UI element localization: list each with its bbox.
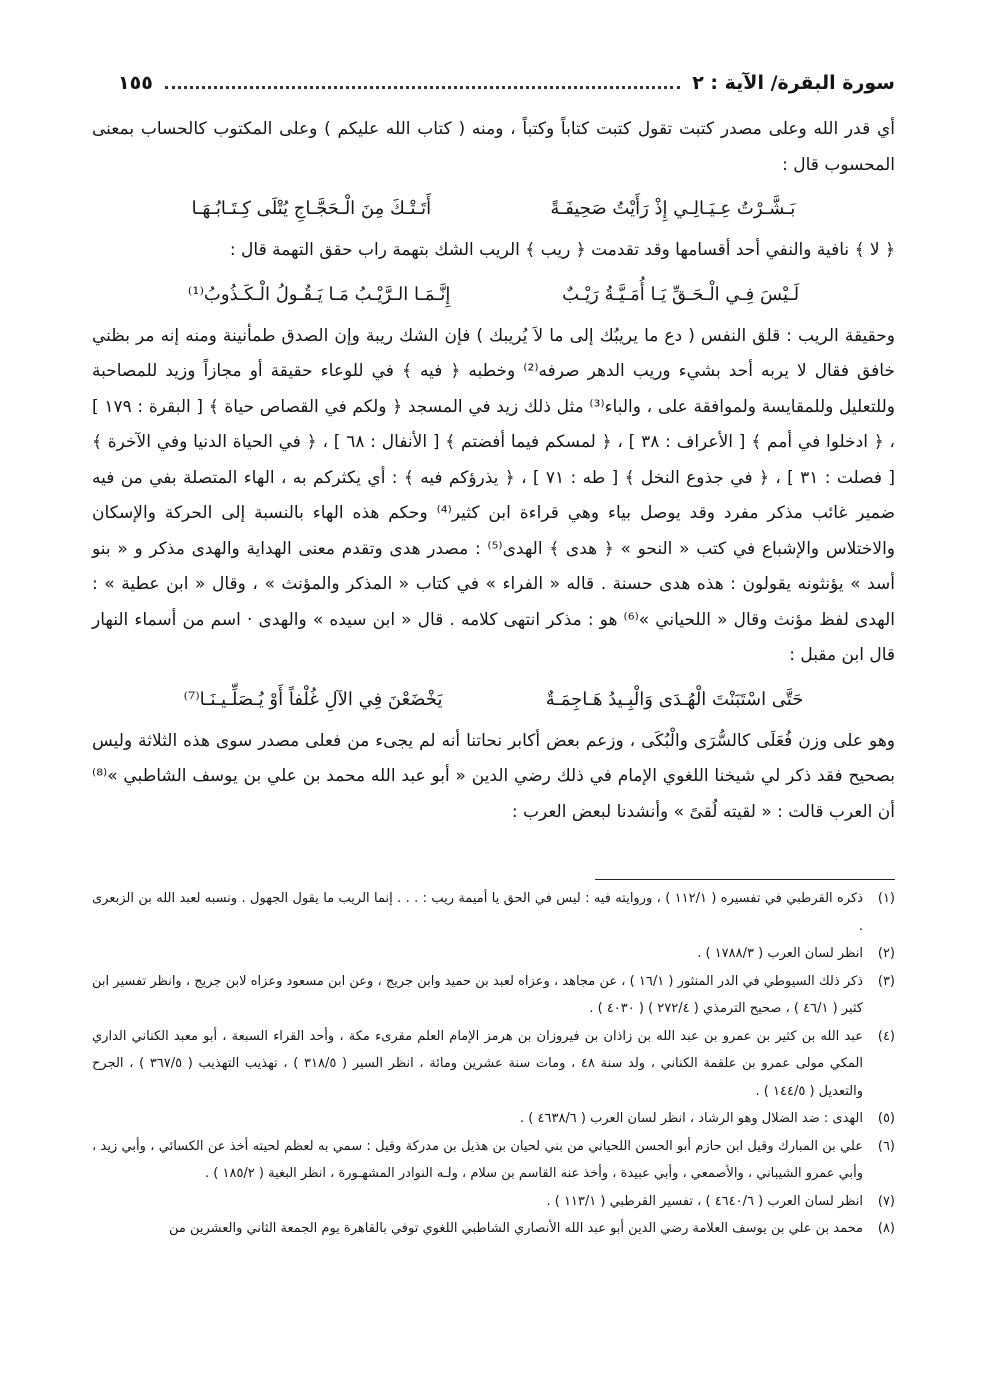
footnote-text: الهدى : ضد الضلال وهو الرشاد ، انظر لسان العرب ( ٤٦٣٨/٦ ) . — [520, 1111, 863, 1126]
verse-2-first-hemistich: لَـيْسَ فِـي الْـحَـقِّ يَـا أُمَـيَّـةُ رَيْـبٌ — [562, 283, 800, 305]
footnote-number: (٥) — [877, 1111, 895, 1126]
footnote-text: عبد الله بن كثير بن عمرو بن عبد الله بن زاذان بن فيروزان بن هرمز الإمام العلم مقرىء مكة ، وأحد القراء السبعة ، أبو معبد الكناني الداري المكي مولى عمرو بن علقمة الكناني ، ولد سنة ٤٨ ، ومات سنة عشرين ومائة ، انظر السير ( ٣١٨/٥ ) ، تهذيب التهذيب ( ٣٦٧/٥ ) ، الجرح والتعديل ( ١٤٤/٥ ) . — [92, 1028, 863, 1099]
footnote-text: علي بن المبارك وقيل ابن حازم أبو الحسن اللحياني من بني لحيان بن هذيل بن مدركة وقيل : سمي به لعظم لحيته أخذ عن الكسائي ، وأبي زيد ، وأبي عمرو الشيباني ، والأصمعي ، وأبي عبيدة ، وأخذ عنه القاسم بن سلام ، ولـه النوادر المشهـورة ، انظر البغية ( ١٨٥/٢ ) . — [92, 1138, 863, 1181]
footnote — [92, 1188, 895, 1216]
footnote-number: (١) — [877, 891, 895, 906]
footnote-number: (٤) — [877, 1028, 895, 1044]
footnote — [92, 1023, 895, 1106]
verse-2-second-hemistich: إِنَّـمَـا الـرَّيْـبُ مَـا يَـقُـولُ الْـكَـذُوبُ⁽¹⁾ — [187, 283, 451, 305]
footnote-text: محمد بن علي بن يوسف العلامة رضي الدين أبو عبد الله الأنصاري الشاطبي اللغوي توفي بالقاهرة يوم الجمعة الثاني والعشرين من — [168, 1221, 863, 1236]
footnote — [92, 1133, 895, 1188]
footnote-number: (٢) — [877, 946, 895, 961]
paragraph-3: وحقيقة الريب : قلق النفس ( دع ما يريبُك إلى ما لاَ يُريبك ) فإن الشك ريبة وإن الصدق طمأنينة ومنه إنه مر بظني خافق فقال لا يربه أحد بشيء وريب الدهر صرفه⁽²⁾ وخطبه ﴿ فيه ﴾ في للوعاء حقيقة أو مجازاً وزيد للمصاحبة وللتعليل وللمقايسة ولموافقة على ، والباء⁽³⁾ مثل ذلك زيد في المسجد ﴿ ولكم في القصاص حياة ﴾ [ البقرة : ١٧٩ ] ، ﴿ ادخلوا في أمم ﴾ [ الأعراف : ٣٨ ] ، ﴿ لمسكم فيما أفضتم ﴾ [ الأنفال : ٦٨ ] ، ﴿ في الحياة الدنيا وفي الآخرة ﴾ [ فصلت : ٣١ ] ، ﴿ في جذوع النخل ﴾ [ طه : ٧١ ] ، ﴿ يذرؤكم فيه ﴾ : أي يكثركم به ، الهاء المتصلة بفي من فيه ضمير غائب مذكر مفرد وقد يوصل بياء وهي قراءة ابن كثير⁽⁴⁾ وحكم هذه الهاء بالنسبة إلى الحركة والإسكان والاختلاس والإشباع في كتب « النحو » ﴿ هدى ﴾ الهدى⁽⁵⁾ : مصدر هدى وتقدم معنى الهداية والهدى مذكر و « بنو أسد » يؤنثونه يقولون : هذه هدى حسنة . قاله « الفراء » في كتاب « المذكر والمؤنث » ، وقال « ابن عطية » : الهدى لفظ مؤنث وقال « اللحياني »⁽⁶⁾ هو : مذكر انتهى كلامه . قال « ابن سيده » والهدى · اسم من أسماء النهار قال ابن مقبل : — [92, 325, 896, 665]
footnote — [92, 1105, 895, 1133]
main-text — [92, 112, 895, 830]
verse-1-first-hemistich: بَـشَّـرْتُ عِـيَـالِـي إِذْ رَأَيْتُ صَحِيفَـةً — [550, 198, 796, 219]
footnote-number: (٨) — [877, 1221, 895, 1236]
footnote — [92, 1215, 895, 1243]
footnote-text: انظر لسان العرب ( ٤٦٤٠/٦ ) ، تفسير القرطبي ( ١١٣/١ ) . — [546, 1193, 863, 1209]
footnote-number: (٦) — [877, 1138, 895, 1154]
paragraph-4: وهو على وزن فُعَلَى كالسُّرَى والْبُكَى ، وزعم بعض أكابر نحاتنا أنه لم يجىء من فعلى مصدر سوى هذه الثلاثة وليس بصحيح فقد ذكر لي شيخنا اللغوي الإمام في ذلك رضي الدين « أبو عبد الله محمد بن علي بن يوسف الشاطبي »⁽⁸⁾ أن العرب قالت : « لقيته لُقىً » وأنشدنا لبعض العرب : — [92, 730, 895, 822]
footnote-text: ذكر ذلك السيوطي في الدر المنثور ( ١٦/١ ) ، عن مجاهد ، وعزاه لعبد بن حميد وابن جريج ، وعن ابن مسعود وعزاه لابن جريج ، وانظر تفسير ابن كثير ( ٤٦/١ ) ، صحيح الترمذي ( ٢٧٢/٤ ) ( ٤٠٣٠ ) . — [92, 973, 863, 1016]
header-dot-leader — [165, 86, 680, 89]
verse-2 — [132, 275, 855, 315]
running-title: سورة البقرة/ الآية : ٢ — [692, 72, 895, 94]
footnote-number: (٧) — [877, 1193, 895, 1209]
footnote-number: (٣) — [877, 973, 895, 989]
verse-1 — [132, 189, 855, 229]
footnote-text: ذكره القرطبي في تفسيره ( ١١٢/١ ) ، وروايته فيه : ليس في الحق يا أميمة ريب : . . . إنما الريب ما يقول الجهول . ونسبه لعبد الله بن الزبعرى . — [92, 891, 863, 934]
verse-3-first-hemistich: حَتَّى اسْتَبَنْتَ الْهُـدَى وَالْبِـيدُ هَـاجِمَـةٌ — [545, 688, 804, 710]
footnote-text: انظر لسان العرب ( ١٧٨٨/٣ ) . — [697, 946, 863, 961]
footnote-separator — [595, 879, 895, 880]
verse-3-second-hemistich: يَخْضَعْنَ فِي الآلِ غُلْفاً أَوْ يُـصَلِّـيـنَـا⁽⁷⁾ — [183, 688, 443, 710]
paragraph-1: أي قدر الله وعلى مصدر كتبت تقول كتبت كتاباً وكتباً ، ومنه ( كتاب الله عليكم ) وعلى المكتوب كالحساب بمعنى المحسوب قال : — [92, 119, 895, 175]
page-number: ١٥٥ — [118, 72, 153, 94]
running-header — [118, 66, 895, 100]
footnote — [92, 940, 895, 968]
footnote — [92, 885, 895, 940]
footnote — [92, 968, 895, 1023]
verse-3 — [132, 680, 855, 720]
footnotes — [92, 885, 895, 1243]
verse-1-second-hemistich: أَتَـتْـكَ مِنَ الْـحَجَّـاجِ يُتْلَى كِـتَـابُـهَـا — [191, 198, 432, 219]
paragraph-2: ﴿ لا ﴾ نافية والنفي أحد أقسامها وقد تقدمت ﴿ ريب ﴾ الريب الشك بتهمة راب حقق التهمة قال : — [229, 240, 895, 260]
